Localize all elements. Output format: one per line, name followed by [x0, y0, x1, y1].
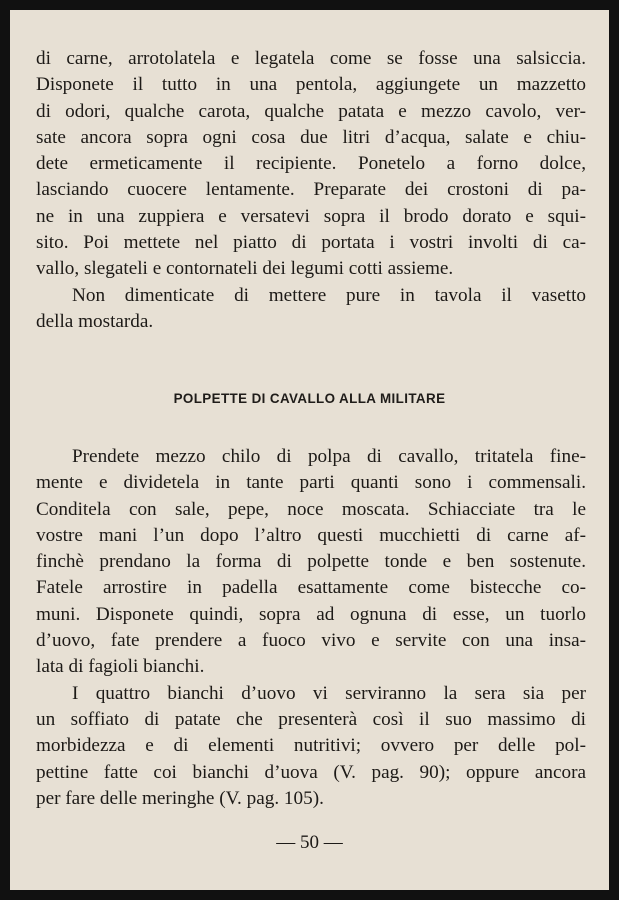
text-line: morbidezza e di elementi nutritivi; ovvero per delle pol-	[36, 735, 586, 757]
text-line: ne in una zuppiera e versatevi sopra il brodo dorato e squi-	[36, 205, 586, 227]
recipe-title: POLPETTE DI CAVALLO ALLA MILITARE	[173, 391, 446, 406]
text-line: Non dimenticate di mettere pure in tavola il vasetto	[72, 284, 586, 306]
text-line: finchè prendano la forma di polpette tonde e ben sostenute.	[36, 551, 586, 573]
text-line: sate ancora sopra ogni cosa due litri d’acqua, salate e chiu-	[36, 126, 586, 148]
text-line: Disponete il tutto in una pentola, aggiungete un mazzetto	[36, 74, 586, 96]
recipe-body	[36, 444, 586, 812]
text-line: di odori, qualche carota, qualche patata e mezzo cavolo, ver-	[36, 100, 586, 122]
page-number: — 50 —	[276, 832, 343, 853]
recipe-continuation	[36, 46, 586, 335]
text-line: vostre mani l’un dopo l’altro questi mucchietti di carne af-	[36, 524, 586, 546]
text-line: vallo, slegateli e contornateli dei legumi cotti assieme.	[36, 258, 454, 280]
text-line: mente e dividetela in tante parti quanti sono i commensali.	[36, 472, 586, 494]
text-line: muni. Disponete quindi, sopra ad ognuna di esse, un tuorlo	[36, 603, 586, 625]
text-line: pettine fatte coi bianchi d’uova (V. pag. 90); oppure ancora	[36, 761, 586, 783]
text-line: dete ermeticamente il recipiente. Ponetelo a forno dolce,	[36, 153, 586, 175]
text-line: di carne, arrotolatela e legatela come se fosse una salsiccia.	[36, 48, 586, 69]
text-line: un soffiato di patate che presenterà così il suo massimo di	[36, 708, 586, 730]
text-line: Conditela con sale, pepe, noce moscata. Schiacciate tra le	[36, 498, 586, 520]
text-line: I quattro bianchi d’uovo vi serviranno la sera sia per	[72, 682, 586, 704]
text-line: lasciando cuocere lentamente. Preparate dei crostoni di pa-	[36, 179, 586, 201]
text-line: Prendete mezzo chilo di polpa di cavallo, tritatela fine-	[72, 446, 586, 467]
book-page	[10, 10, 609, 890]
text-line: per fare delle meringhe (V. pag. 105).	[36, 787, 324, 809]
text-line: della mostarda.	[36, 310, 154, 332]
text-line: lata di fagioli bianchi.	[36, 656, 205, 678]
text-line: sito. Poi mettete nel piatto di portata i vostri involti di ca-	[36, 232, 586, 254]
text-line: d’uovo, fate prendere a fuoco vivo e servite con una insa-	[36, 630, 586, 652]
text-line: Fatele arrostire in padella esattamente come bistecche co-	[36, 577, 586, 599]
